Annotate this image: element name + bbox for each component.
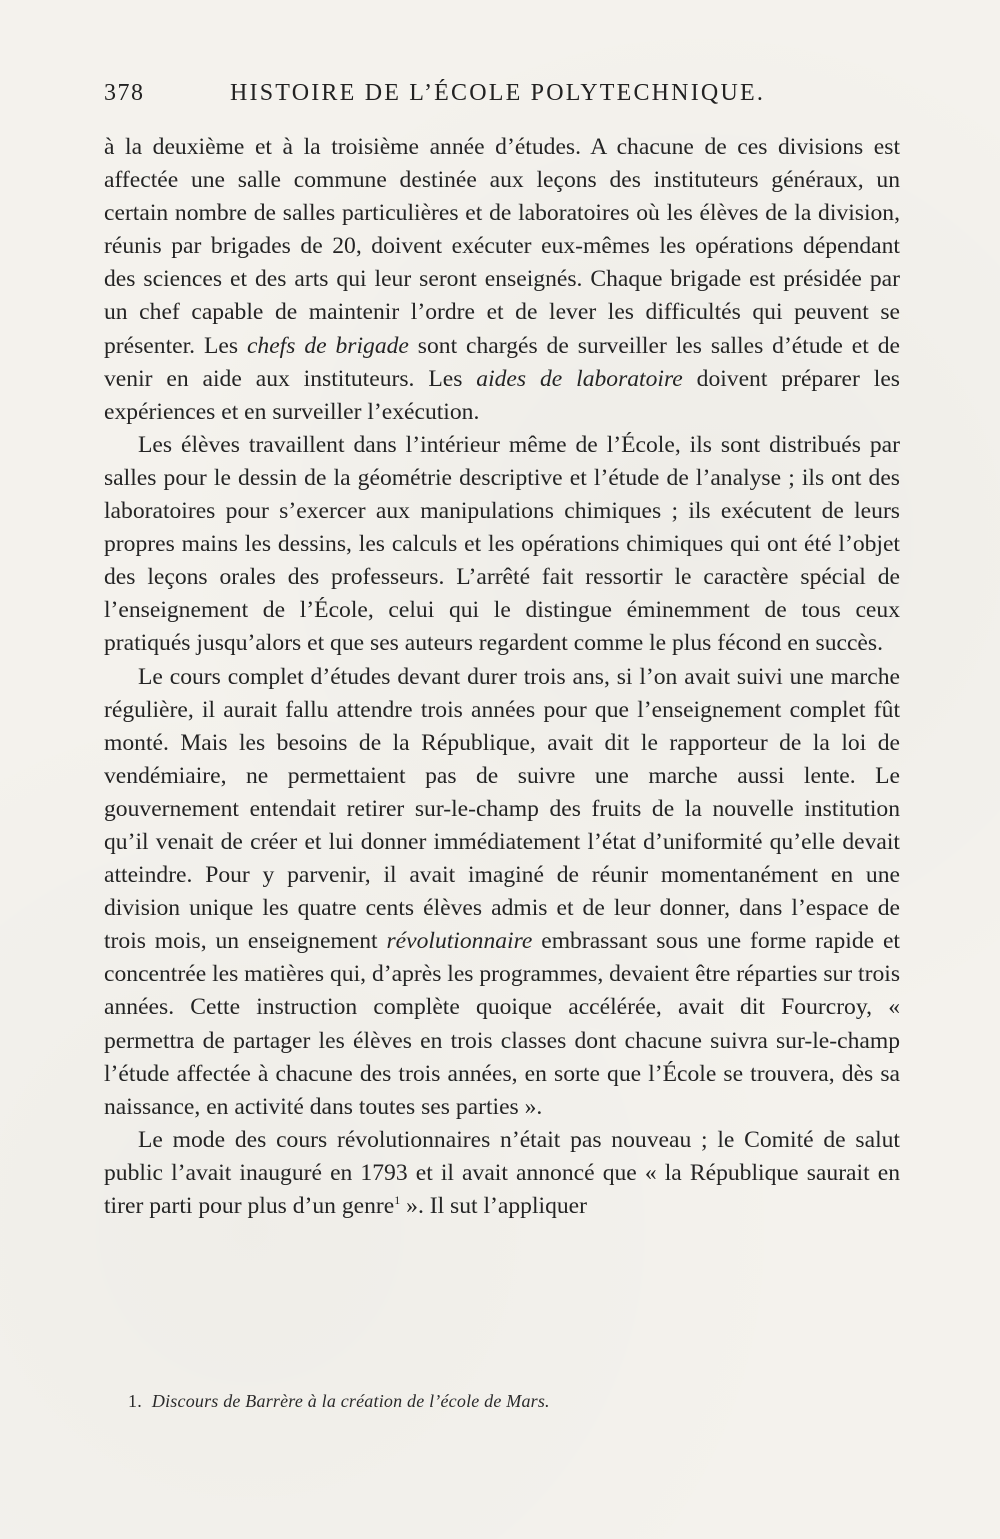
- paragraph-3-italic-revolutionnaire: révolutionnaire: [386, 928, 533, 955]
- paragraph-1-italic-aides: aides de laboratoire: [476, 365, 683, 392]
- running-header: [104, 80, 904, 114]
- paragraph-2: Les élèves travaillent dans l’intérieur même de l’École, ils sont distribués par salles pour le dessin de la géométrie descriptive et l’étude de l’analyse ; ils ont des laboratoires pour s’exercer aux manipulations chimiques ; ils exécutent de leurs propres mains les dessins, les calculs et les opérations chimiques qui ont été l’objet des leçons orales des professeurs. L’arrêté fait ressortir le caractère spécial de l’enseignement de l’École, celui qui le distingue éminemment de tous ceux pratiqués jusqu’alors et que ses auteurs regardent comme le plus fécond en succès.: [104, 431, 900, 657]
- footnote-number: 1.: [128, 1391, 142, 1411]
- paragraph-1-italic-chefs: chefs de brigade: [246, 332, 409, 359]
- paragraph-1: [104, 131, 900, 429]
- paragraph-4-text-b: ». Il sut l’appliquer: [400, 1193, 587, 1219]
- header-title: HISTOIRE DE L’ÉCOLE POLYTECHNIQUE.: [230, 80, 766, 106]
- paragraph-1-text-a: à la deuxième et à la troisième année d’études. A chacune de ces divisions est affectée une salle commune destinée aux leçons des instituteurs généraux, un certain nombre de salles particulières et de laboratoires où les élèves de la division, réunis par brigades de 20, doivent exécuter eux-mêmes les opérations dépendant des sciences et des arts qui leur seront enseignés. Chaque brigade est présidée par un chef capable de maintenir l’ordre et de lever les difficultés qui peuvent se présenter. Les: [104, 134, 900, 359]
- footnote: [128, 1391, 550, 1412]
- paragraph-4: [104, 1124, 900, 1223]
- paragraph-3: [104, 661, 900, 1124]
- footnote-reference: 1: [394, 1193, 401, 1208]
- paragraph-3-text-a: Le cours complet d’études devant durer trois ans, si l’on avait suivi une marche régulière, il aurait fallu attendre trois années pour que l’enseignement complet fût monté. Mais les besoins de la République, avait dit le rapporteur de la loi de vendémiaire, ne permettaient pas de suivre une marche aussi lente. Le gouvernement entendait retirer sur-le-champ des fruits de la nouvelle institution qu’il venait de créer et lui donner immédiatement l’état d’uniformité qu’elle devait atteindre. Pour y parvenir, il avait imaginé de réunir momentanément en une division unique les quatre cents élèves admis et de leur donner, dans l’espace de trois mois, un enseignement: [104, 663, 900, 955]
- paragraph-1-text-c: sont chargés de surveiller les salles d’étude et de venir en aide aux instituteurs. Les: [104, 332, 900, 392]
- paragraph-1-text-e: doivent préparer les expériences et en surveiller l’exécution.: [104, 365, 900, 425]
- paragraph-4-text-a: Le mode des cours révolutionnaires n’était pas nouveau ; le Comité de salut public l’avait inauguré en 1793 et il avait annoncé que « la République saurait en tirer parti pour plus d’un genre: [104, 1126, 900, 1219]
- body-text: [104, 131, 900, 1223]
- footnote-text: Discours de Barrère à la création de l’école de Mars.: [151, 1391, 550, 1411]
- page-number: 378: [104, 80, 145, 106]
- paragraph-3-text-c: embrassant sous une forme rapide et concentrée les matières qui, d’après les programmes, devaient être réparties sur trois années. Cette instruction complète quoique accélérée, avait dit Fourcroy, « permettra de partager les élèves en trois classes dont chacune suivra sur-le-champ l’étude affectée à chacune des trois années, en sorte que l’École se trouvera, dès sa naissance, en activité dans toutes ses parties ».: [104, 928, 900, 1120]
